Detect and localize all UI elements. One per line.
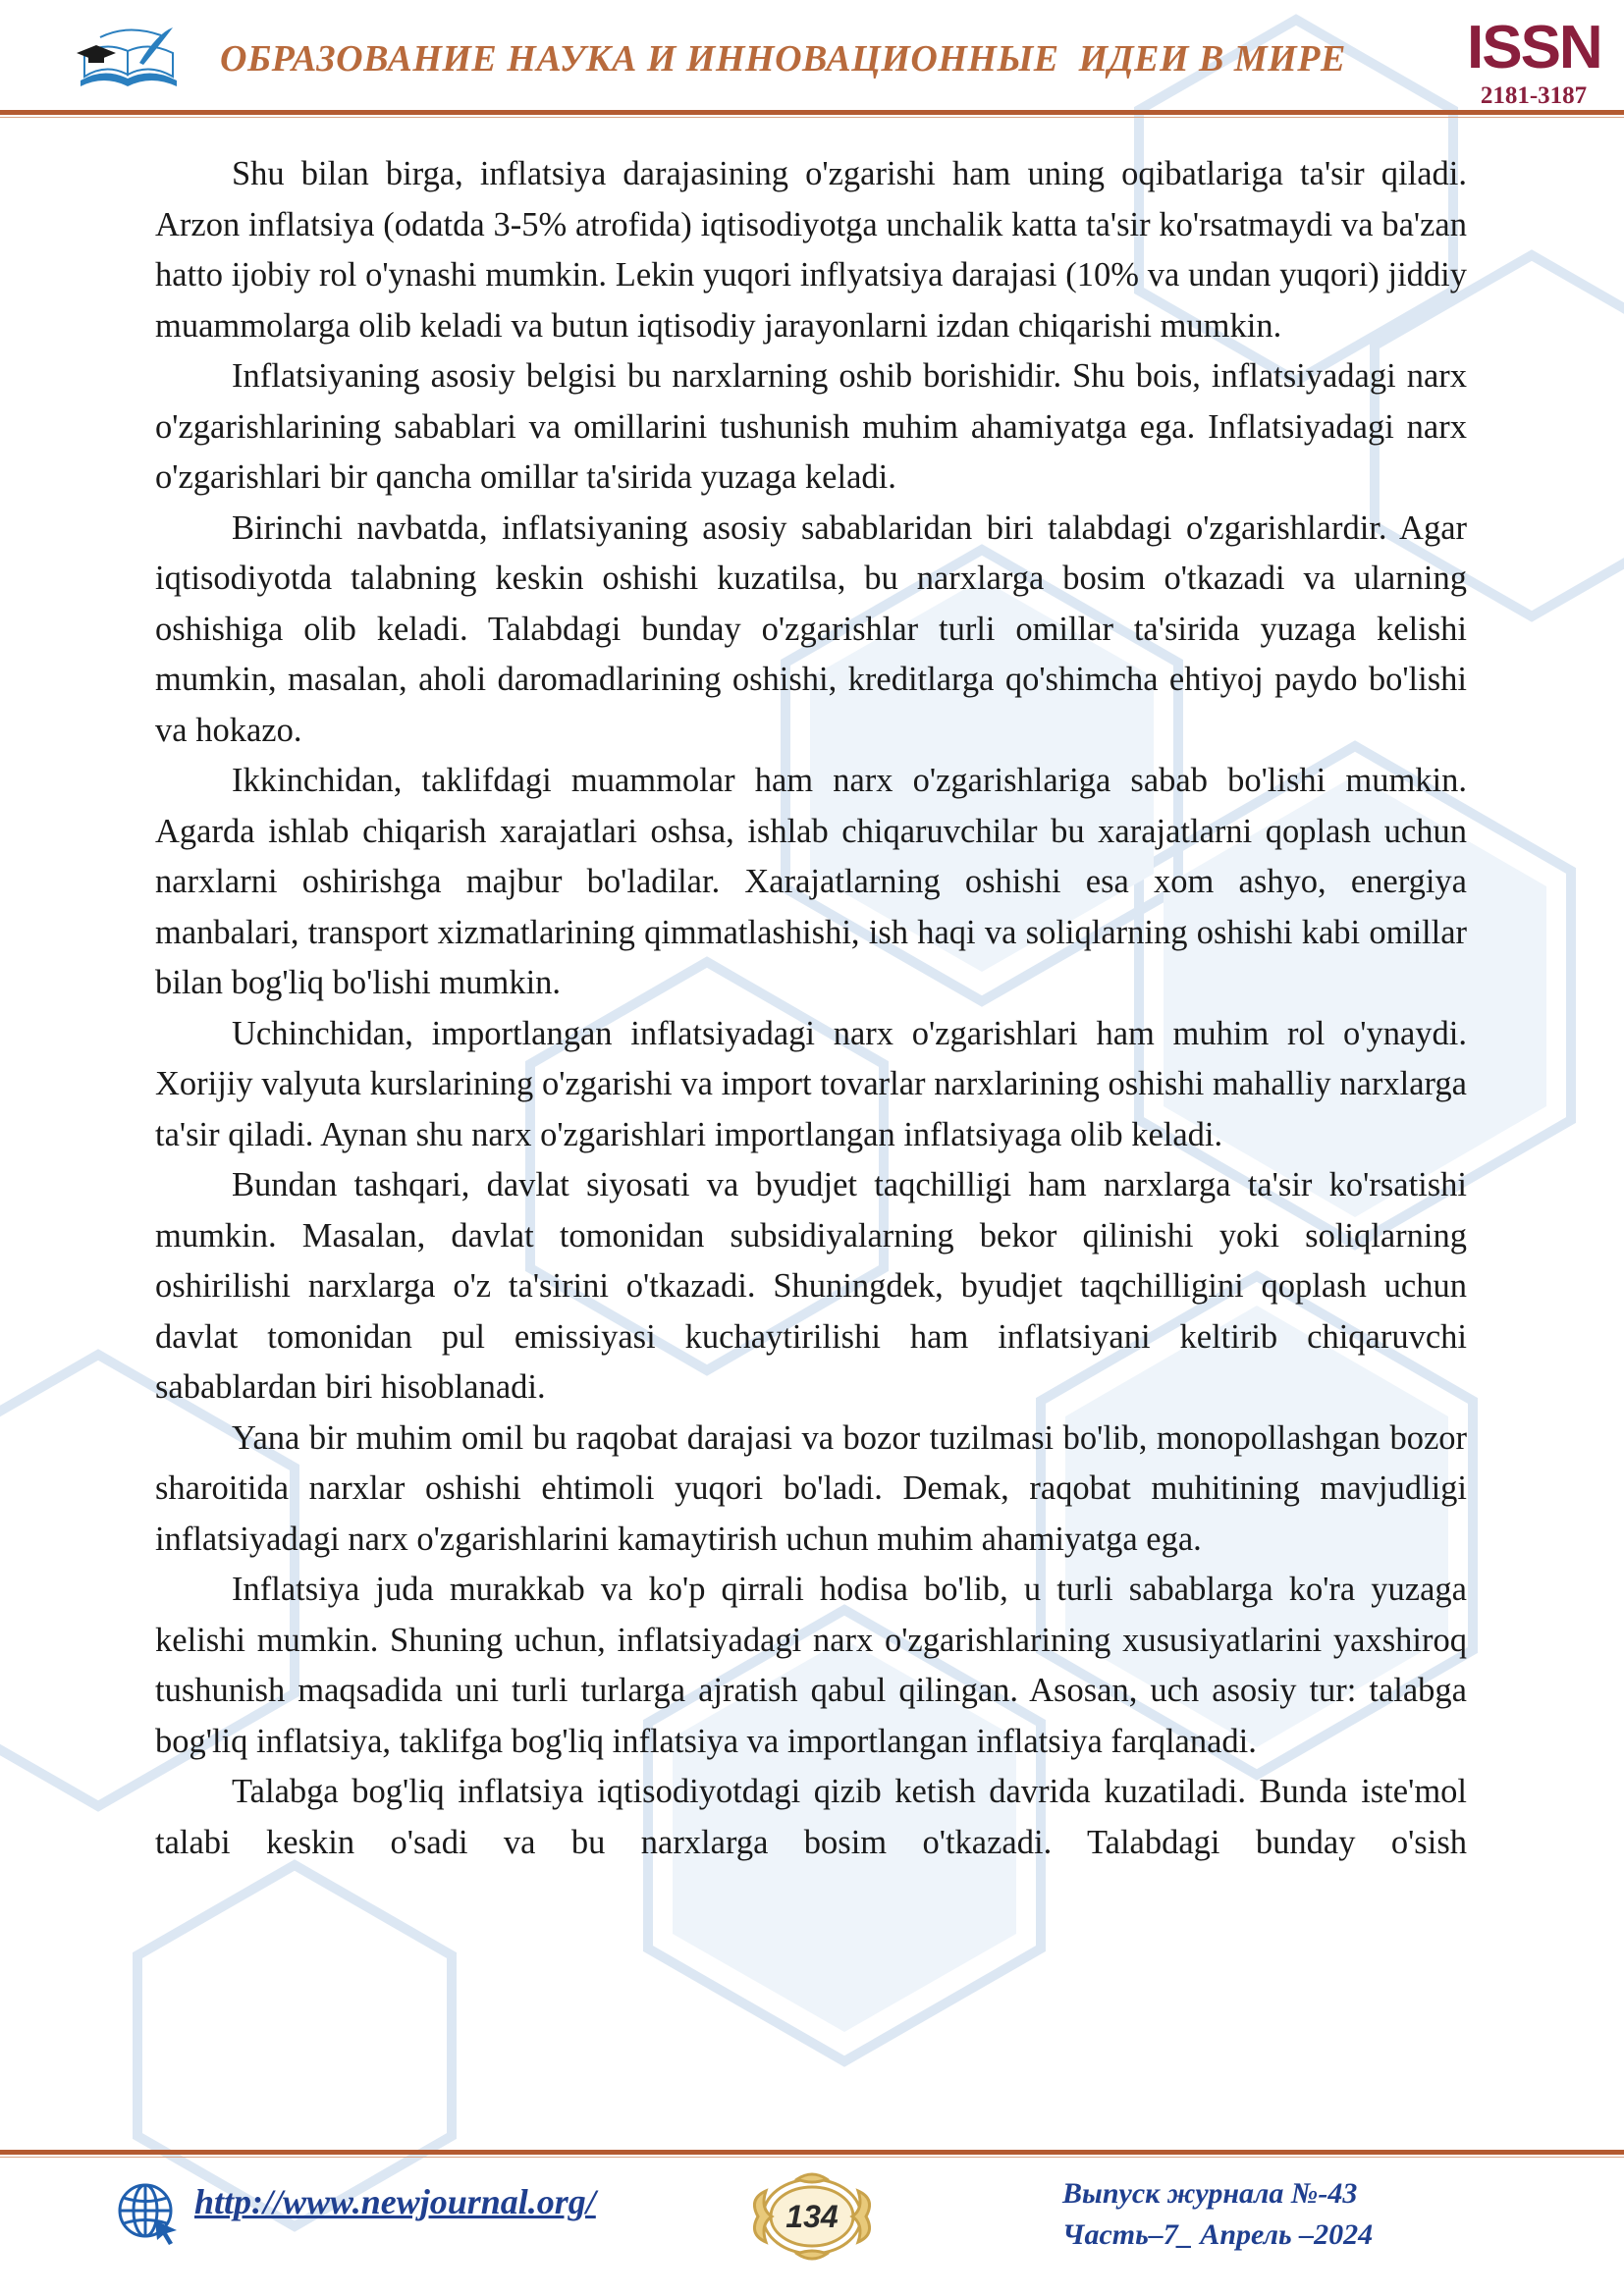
journal-logo-icon xyxy=(71,24,187,92)
paragraph: Birinchi navbatda, inflatsiyaning asosiy sabablaridan biri talabdagi o'zgarishlardir. Agar iqtisodiyotda talabning keskin oshishi kuzatilsa, bu narxlarga bosim o'tkazadi va ularning oshishiga olib keladi. Talabdagi bunday o'zgarishlar turli omillar ta'sirida yuzaga kelishi mumkin, masalan, aholi daromadlarining oshishi, kreditlarga qo'shimcha ehtiyoj paydo bo'lishi va hokazo. xyxy=(155,508,1467,749)
page-header xyxy=(0,0,1624,123)
paragraph: Inflatsiyaning asosiy belgisi bu narxlarning oshib borishidir. Shu bois, inflatsiyadagi narx o'zgarishlarining sabablari va omillarini tushunish muhim ahamiyatga ega. Inflatsiyadagi narx o'zgarishlari bir qancha omillar ta'sirida yuzaga keladi. xyxy=(155,357,1467,496)
article-body xyxy=(155,149,1467,1868)
paragraph: Inflatsiya juda murakkab va ko'p qirrali hodisa bo'lib, u turli sabablarga ko'ra yuzaga kelishi mumkin. Shuning uchun, inflatsiyadagi narx o'zgarishlarining xususiyatlarini yaxshiroq tushunish maqsadida uni turli turlarga ajratish qabul qilingan. Asosan, uch asosiy tur: talabga bog'liq inflatsiya, taklifga bog'liq inflatsiya va importlangan inflatsiya farqlanadi. xyxy=(155,1571,1467,1760)
journal-title: ОБРАЗОВАНИЕ НАУКА И ИННОВАЦИОННЫЕ ИДЕИ В МИРЕ xyxy=(220,38,1346,80)
page-footer xyxy=(0,2160,1624,2296)
paragraph: Uchinchidan, importlangan inflatsiyadagi narx o'zgarishlari ham muhim rol o'ynaydi. Xorijiy valyuta kurslarining o'zgarishi va import tovarlar narxlarining oshishi mahalliy narxlarga ta'sir qiladi. Aynan shu narx o'zgarishlari importlangan inflatsiyaga olib keladi. xyxy=(155,1014,1467,1153)
journal-url-link[interactable]: http://www.newjournal.org/ xyxy=(194,2182,596,2221)
issn-logo-icon xyxy=(1467,14,1601,112)
globe-icon xyxy=(116,2181,181,2246)
paragraph: Yana bir muhim omil bu raqobat darajasi va bozor tuzilmasi bo'lib, monopollashgan bozor sharoitida narxlar oshishi ehtimoli yuqori bo'ladi. Demak, raqobat muhitining mavjudligi inflatsiyadagi narx o'zgarishlarini kamaytirish uchun muhim ahamiyatga ega. xyxy=(155,1418,1467,1558)
issn-number: 2181-3187 xyxy=(1480,82,1588,109)
issn-mark: ISSN xyxy=(1467,14,1601,81)
issue-number: Выпуск журнала №-43 xyxy=(1062,2177,1358,2210)
header-divider-thin xyxy=(0,117,1624,118)
page-number-badge xyxy=(738,2169,886,2264)
issue-part-date: Часть–7_ Апрель –2024 xyxy=(1062,2218,1374,2251)
paragraph: Ikkinchidan, taklifdagi muammolar ham narx o'zgarishlariga sabab bo'lishi mumkin. Agarda ishlab chiqarish xarajatlari oshsa, ishlab chiqaruvchilar bu xarajatlarni qoplash uchun narxlarni oshirishga majbur bo'ladilar. Xarajatlarning oshishi esa xom ashyo, energiya manbalari, transport xizmatlarining qimmatlashishi, ish haqi va soliqlarning oshishi kabi omillar bilan bog'liq bo'lishi mumkin. xyxy=(155,762,1467,1001)
footer-divider-thin xyxy=(0,2157,1624,2158)
issue-info xyxy=(1062,2173,1435,2256)
paragraph: Talabga bog'liq inflatsiya iqtisodiyotdagi qizib ketish davrida kuzatiladi. Bunda iste'mol talabi keskin o'sadi va bu narxlarga bosim o'tkazadi. Talabdagi bunday o'sish xyxy=(155,1773,1467,1861)
page-number: 134 xyxy=(785,2199,839,2234)
header-divider xyxy=(0,110,1624,115)
paragraph: Shu bilan birga, inflatsiya darajasining o'zgarishi ham uning oqibatlariga ta'sir qiladi. Arzon inflatsiya (odatda 3-5% atrofida) iqtisodiyotga unchalik katta ta'sir ko'rsatmaydi va ba'zan hatto ijobiy rol o'ynashi mumkin. Lekin yuqori inflyatsiya darajasi (10% va undan yuqori) jiddiy muammolarga olib keladi va butun iqtisodiy jarayonlarni izdan chiqarishi mumkin. xyxy=(155,155,1467,345)
paragraph: Bundan tashqari, davlat siyosati va byudjet taqchilligi ham narxlarga ta'sir ko'rsatishi mumkin. Masalan, davlat tomonidan subsidiyalarning bekor qilinishi yoki soliqlarning oshirilishi narxlarga o'z ta'sirini o'tkazadi. Shuningdek, byudjet taqchilligini qoplash uchun davlat tomonidan pul emissiyasi kuchaytirilishi ham inflatsiyani keltirib chiqaruvchi sabablardan biri hisoblanadi. xyxy=(155,1166,1467,1406)
footer-divider xyxy=(0,2150,1624,2155)
